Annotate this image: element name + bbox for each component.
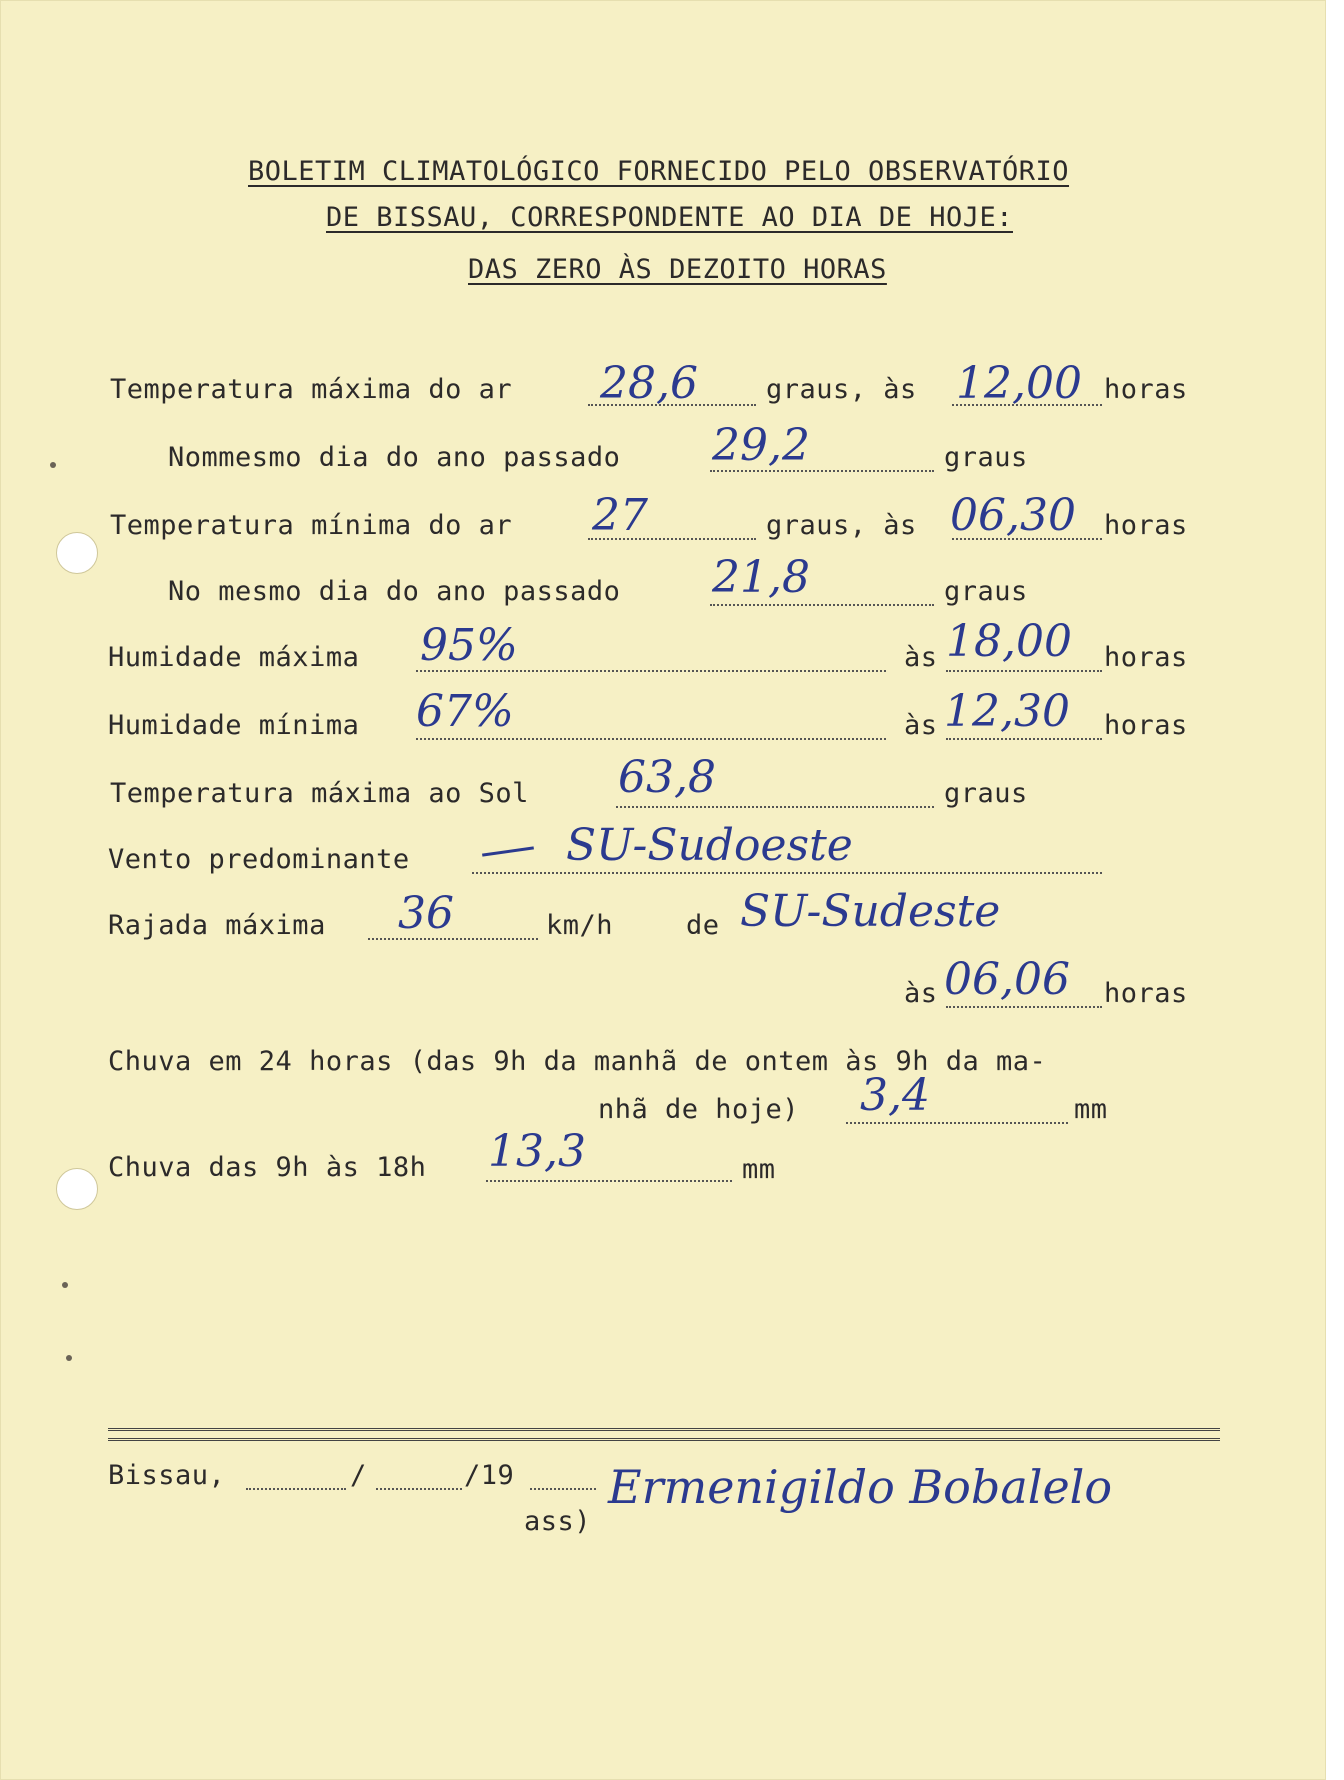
as-label: às [904,642,938,673]
punch-hole-bottom [56,1168,98,1210]
mm-label: mm [742,1154,776,1185]
fill-line [946,670,1102,672]
fill-line [710,604,934,606]
rajada-time: 06,06 [944,954,1070,1005]
fill-line [416,738,886,740]
date-separator: / [350,1460,367,1491]
fill-line [946,1006,1102,1008]
fill-line [946,738,1102,740]
date-month-line [376,1488,462,1490]
graus-as-label: graus, às [766,374,917,405]
temp-min-time: 06,30 [950,490,1076,541]
graus-label: graus [944,576,1028,607]
paper-speck [62,1282,68,1288]
as-label: às [904,710,938,741]
chuva24-value: 3,4 [860,1070,930,1121]
signature: Ermenigildo Bobalelo [608,1460,1113,1514]
crossed-out-mark [482,846,534,856]
fill-line [616,806,934,808]
ass-label: ass) [524,1506,592,1537]
temp-min-prev-value: 21,8 [712,552,810,603]
separator-rule [108,1438,1220,1441]
title-line-1: BOLETIM CLIMATOLÓGICO FORNECIDO PELO OBSERVATÓRIO [248,156,1070,187]
temp-max-time: 12,00 [956,358,1082,409]
horas-label: horas [1104,374,1188,405]
fill-line [486,1180,732,1182]
date-year-line [530,1488,596,1490]
de-label: de [686,910,720,941]
chuva24-label-line2: nhã de hoje) [598,1094,800,1125]
graus-as-label: graus, às [766,510,917,541]
rajada-label: Rajada máxima [108,910,326,941]
hum-max-label: Humidade máxima [108,642,360,673]
temp-max-value: 28,6 [600,358,698,409]
prev-year-min-label: No mesmo dia do ano passado [168,576,621,607]
chuva9-value: 13,3 [488,1126,586,1177]
date-day-line [246,1488,346,1490]
paper-speck [50,462,56,468]
graus-label: graus [944,442,1028,473]
punch-hole-top [56,532,98,574]
horas-label: horas [1104,510,1188,541]
hum-max-value: 95% [420,620,518,671]
temp-min-value: 27 [592,490,648,541]
fill-line [846,1122,1068,1124]
horas-label: horas [1104,642,1188,673]
rajada-direction: SU-Sudeste [740,886,1001,937]
as-label: às [904,978,938,1009]
separator-rule [108,1428,1220,1431]
temp-sol-value: 63,8 [618,752,716,803]
chuva24-label-line1: Chuva em 24 horas (das 9h da manhã de ontem às 9h da ma- [108,1046,1047,1077]
hum-max-time: 18,00 [946,616,1072,667]
title-line-2: DE BISSAU, CORRESPONDENTE AO DIA DE HOJE: [326,202,1013,233]
paper-speck [66,1355,72,1361]
temp-min-label: Temperatura mínima do ar [110,510,513,541]
hum-min-time: 12,30 [944,686,1070,737]
vento-value: SU-Sudoeste [566,820,853,871]
bissau-label: Bissau, [108,1460,226,1491]
chuva9-label: Chuva das 9h às 18h [108,1152,427,1183]
temp-max-prev-value: 29,2 [712,420,810,471]
horas-label: horas [1104,710,1188,741]
temp-sol-label: Temperatura máxima ao Sol [110,778,529,809]
prev-year-max-label: Nommesmo dia do ano passado [168,442,621,473]
vento-label: Vento predominante [108,844,410,875]
hum-min-label: Humidade mínima [108,710,360,741]
fill-line [472,872,1102,874]
temp-max-label: Temperatura máxima do ar [110,374,513,405]
graus-label: graus [944,778,1028,809]
kmh-label: km/h [546,910,614,941]
mm-label: mm [1074,1094,1108,1125]
year-prefix: /19 [464,1460,515,1491]
horas-label: horas [1104,978,1188,1009]
rajada-value: 36 [398,888,454,939]
hum-min-value: 67% [416,686,514,737]
title-line-3: DAS ZERO ÀS DEZOITO HORAS [468,254,887,285]
